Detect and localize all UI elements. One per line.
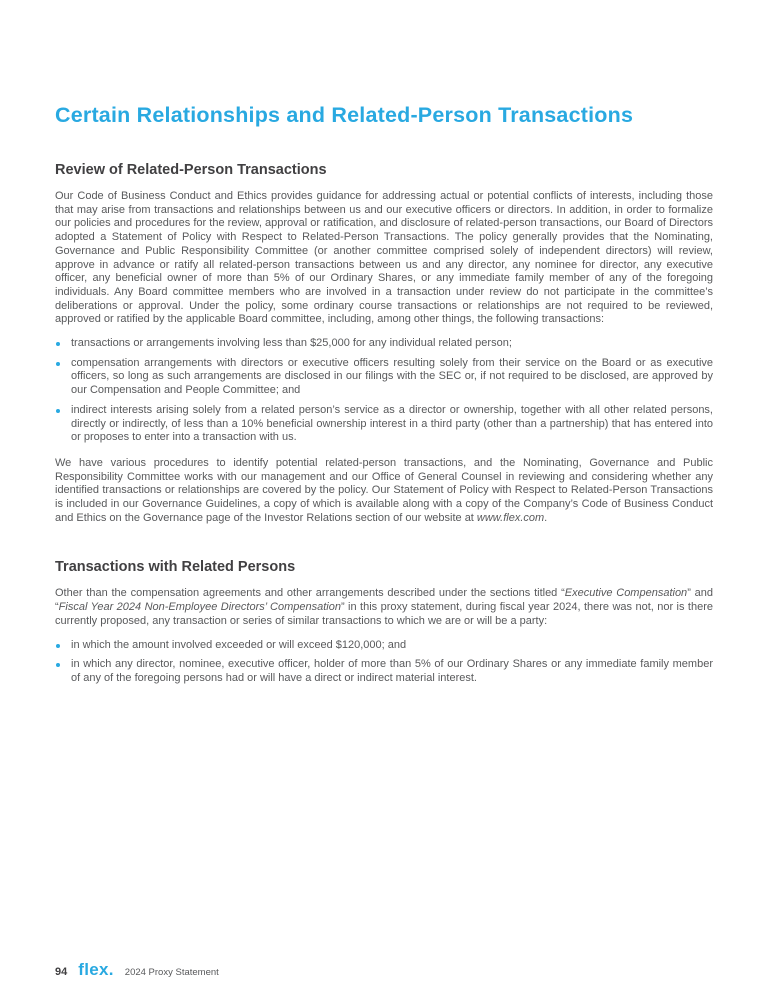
transactions-intro-paragraph bbox=[55, 587, 713, 628]
bullet-icon bbox=[56, 362, 60, 366]
flex-logo: flex. bbox=[78, 960, 114, 979]
bullet-icon bbox=[56, 342, 60, 346]
transactions-bullet-list bbox=[55, 639, 713, 686]
review-paragraph-1: Our Code of Business Conduct and Ethics provides guidance for addressing actual or potential conflicts of interests, including those that may arise from transactions and relationships between us and our executive officers or directors. In addition, in order to formalize our policies and procedures for the review, approval or ratification, and disclosure of related-person transactions, our Board of Directors adopted a Statement of Policy with Respect to Related-Person Transactions. The policy generally provides that the Nominating, Governance and Public Responsibility Committee (or another committee comprised solely of independent directors) will review, approve in advance or ratify all related-person transactions between us and any director, any nominee for director, any executive officer, any beneficial owner of more than 5% of our Ordinary Shares, or any immediate family member of any of the foregoing individuals. Any Board committee members who are involved in a transaction under review do not participate in the committee’s deliberations or approval. Under the policy, some ordinary course transactions or relationships are not required to be reviewed, approved or ratified by the applicable Board committee, including, among other things, the following transactions: bbox=[55, 190, 713, 326]
section-transactions-with-related-persons bbox=[55, 559, 713, 685]
list-item-text: in which any director, nominee, executive officer, holder of more than 5% of our Ordinary Shares or any immediate family member of any of the foregoing persons had or will have a direct or indirect material interest. bbox=[71, 658, 713, 684]
page-title: Certain Relationships and Related-Person Transactions bbox=[55, 103, 634, 127]
transactions-intro-text: Other than the compensation agreements and other arrangements described under the sections titled “ bbox=[55, 587, 565, 600]
page-number: 94 bbox=[55, 966, 68, 978]
review-paragraph-2-end: . bbox=[544, 511, 548, 524]
reference-directors-compensation: Fiscal Year 2024 Non-Employee Directors’ Compensation bbox=[58, 601, 341, 614]
review-paragraph-2-text: We have various procedures to identify potential related-person transactions, and the Nominating, Governance and Public Responsibility Committee works with our management and our Office of General Counsel in reviewing and considering whether any identified transactions or relationships are covered by the policy. Our Statement of Policy with Respect to Related-Person Transactions is included in our Governance Guidelines, a copy of which is available along with a copy of the Company’s Code of Business Conduct and Ethics on the Governance page of the Investor Relations section of our website at bbox=[55, 456, 713, 524]
transactions-intro-end: ” in this proxy statement, during fiscal year 2024, there was not, nor is there currently proposed, any transaction or series of similar transactions to which we are or will be a party: bbox=[55, 601, 713, 627]
section-review-of-related-person-transactions bbox=[55, 162, 713, 525]
list-item bbox=[55, 404, 713, 445]
review-paragraph-2 bbox=[55, 457, 713, 526]
list-item bbox=[55, 639, 713, 653]
section-heading-review: Review of Related-Person Transactions bbox=[55, 162, 327, 178]
section-heading-transactions: Transactions with Related Persons bbox=[55, 559, 296, 576]
bullet-icon bbox=[56, 409, 60, 413]
reference-executive-compensation: Executive Compensation bbox=[564, 587, 688, 600]
website-url: www.flex.com bbox=[476, 511, 545, 524]
footer-doc-title: 2024 Proxy Statement bbox=[124, 967, 219, 978]
list-item bbox=[55, 357, 713, 398]
list-item bbox=[55, 337, 713, 351]
review-bullet-list bbox=[55, 337, 713, 445]
list-item-text: transactions or arrangements involving less than $25,000 for any individual related person; bbox=[71, 337, 512, 350]
page-footer bbox=[55, 961, 219, 978]
list-item-text: indirect interests arising solely from a related person’s service as a director or ownership, together with all other related persons, directly or indirectly, of less than a 10% beneficial ownership interest in a third party (other than a partnership) that has entered into or proposes to enter into a transaction with us. bbox=[71, 403, 713, 444]
list-item-text: compensation arrangements with directors or executive officers resulting solely from their service on the Board or as executive officers, so long as such arrangements are disclosed in our filings with the SEC or, if not required to be disclosed, are approved by our Compensation and People Committee; and bbox=[71, 356, 713, 397]
transactions-intro-mid: ” and “ bbox=[55, 587, 713, 614]
bullet-icon bbox=[56, 644, 60, 648]
bullet-icon bbox=[56, 663, 60, 667]
list-item-text: in which the amount involved exceeded or will exceed $120,000; and bbox=[71, 638, 407, 651]
list-item bbox=[55, 658, 713, 685]
